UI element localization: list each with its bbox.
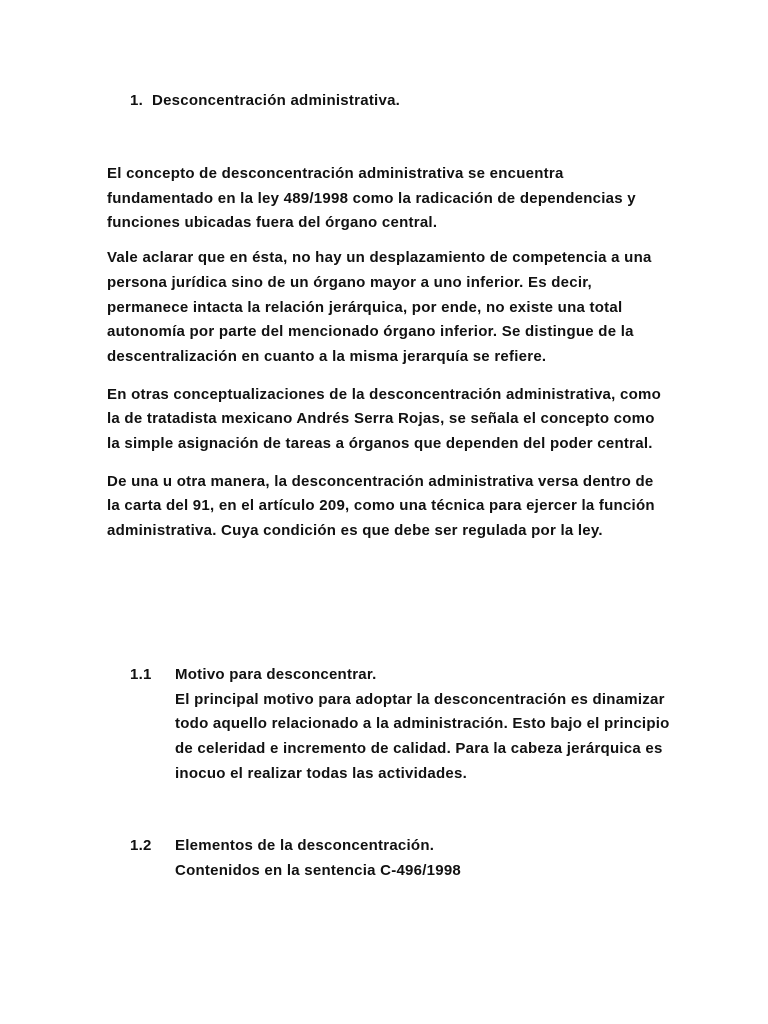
subsection-elementos bbox=[130, 834, 670, 883]
section-heading bbox=[130, 90, 400, 112]
section-title: Desconcentración administrativa. bbox=[152, 92, 401, 109]
paragraph-definition: El concepto de desconcentración administrativa se encuentra fundamentado en la ley 489/1998 como la radicación de dependencias y funciones ubicadas fuera del órgano central. bbox=[107, 165, 636, 232]
subsection-text: El principal motivo para adoptar la desconcentración es dinamizar todo aquello relacionado a la administración. Esto bajo el principio de celeridad e incremento de calidad. Para la cabeza jerárquica es inocuo el realizar todas las actividades. bbox=[175, 690, 670, 782]
subsection-text: Contenidos en la sentencia C-496/1998 bbox=[175, 861, 462, 879]
section-number: 1. bbox=[130, 92, 144, 109]
paragraph-clarification: Vale aclarar que en ésta, no hay un desplazamiento de competencia a una persona jurídica sino de un órgano mayor a uno inferior. Es decir, permanece intacta la relación jerárquica, por ende, no existe una total autonomía por parte del mencionado órgano inferior. Se distingue de la descentralización en cuanto a la misma jerarquía se refiere. bbox=[107, 249, 652, 365]
subsection-number: 1.2 bbox=[130, 837, 152, 854]
subsection-title: Elementos de la desconcentración. bbox=[175, 837, 435, 854]
subsection-title: Motivo para desconcentrar. bbox=[175, 666, 377, 683]
subsection-motivo bbox=[130, 663, 670, 787]
subsection-number: 1.1 bbox=[130, 666, 152, 683]
paragraph-conceptualizations: En otras conceptualizaciones de la desconcentración administrativa, como la de tratadista mexicano Andrés Serra Rojas, se señala el concepto como la simple asignación de tareas a órganos que dependen del poder central. bbox=[107, 385, 661, 453]
section-body bbox=[107, 162, 667, 557]
paragraph-constitution: De una u otra manera, la desconcentración administrativa versa dentro de la carta del 91, en el artículo 209, como una técnica para ejercer la función administrativa. Cuya condición es que debe ser regulada por la ley. bbox=[107, 472, 655, 540]
